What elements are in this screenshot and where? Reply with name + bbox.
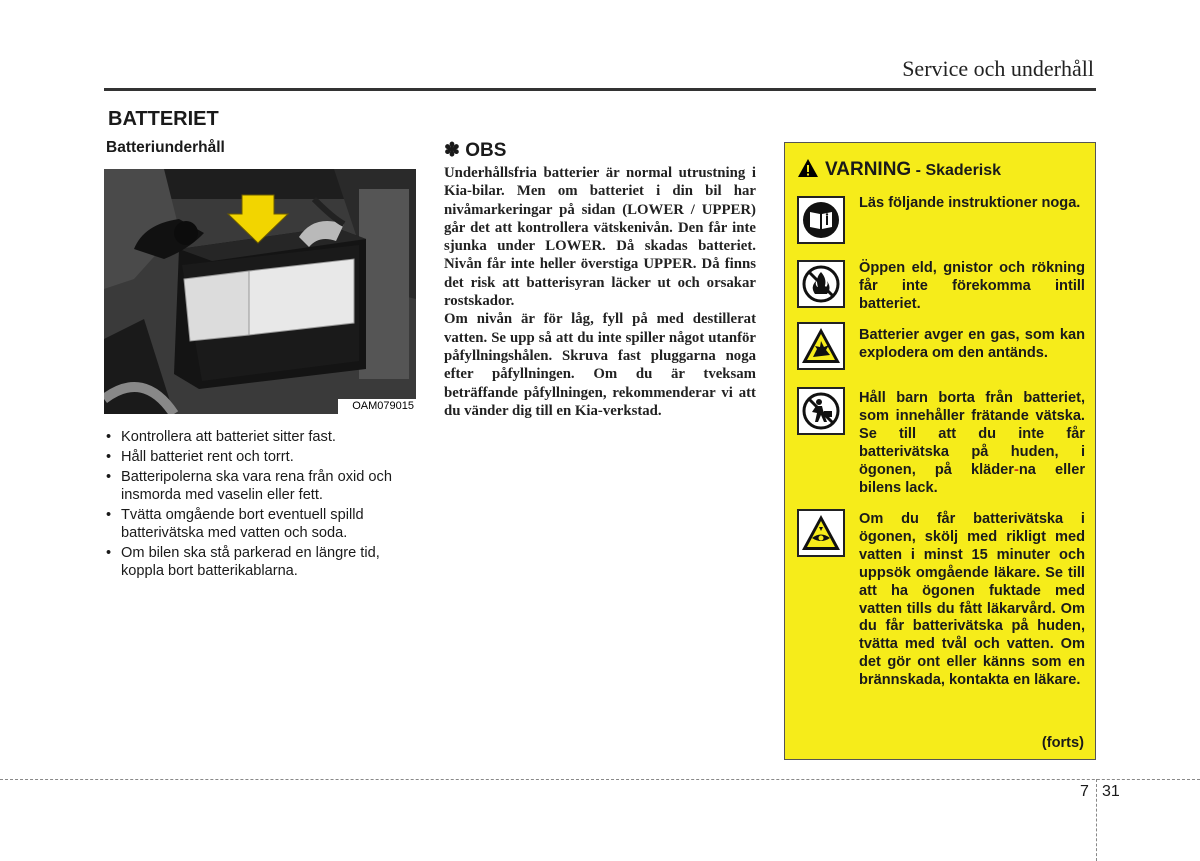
page-number: 31 xyxy=(1102,783,1120,800)
battery-photo xyxy=(104,169,416,414)
figure-caption: OAM079015 xyxy=(352,400,414,412)
warning-heading xyxy=(797,158,1001,184)
warning-text: Batterier avger en gas, som kan explodera om den antänds. xyxy=(859,327,1085,361)
corrosive-eye-icon xyxy=(797,509,845,557)
footer-divider xyxy=(1096,779,1097,861)
warning-text xyxy=(859,390,1085,497)
maintenance-bullet-list xyxy=(104,428,422,582)
warning-box xyxy=(784,142,1096,760)
warning-text: Öppen eld, gnistor och rökning får inte förekomma intill batteriet. xyxy=(859,260,1085,312)
keep-children-away-icon xyxy=(797,387,845,435)
warning-subtitle: - Skaderisk xyxy=(911,162,1002,179)
obs-paragraph: Underhållsfria batterier är normal utrustning i Kia-bilar. Men om batteriet i din bil har nivåmarkeringar på sidan (LOWER / UPPER) går det att kontrollera vätskenivån. Den får inte sjunka under LOWER. Då skadas batteriet. Nivån får inte heller överstiga UPPER. Då finns det risk att batterisyran läcker ut och orsakar rostskador. xyxy=(444,165,756,310)
bullet-item: • Håll batteriet rent och torrt. xyxy=(104,448,422,466)
bullet-item: • Batteripolerna ska vara rena från oxid och insmorda med vaselin eller fett. xyxy=(104,468,422,504)
warning-text-part: Håll barn borta från batteriet, som innehåller frätande vätska. Se till att du inte får batterivätska på huden, i ögonen, på kläder xyxy=(859,390,1085,478)
warning-title: VARNING xyxy=(825,159,912,180)
chapter-number: 7 xyxy=(1080,783,1089,800)
bullet-item: • Kontrollera att batteriet sitter fast. xyxy=(104,428,422,446)
continued-label: (forts) xyxy=(1041,735,1084,751)
obs-paragraph: Om nivån är för låg, fyll på med destillerat vatten. Se upp så att du inte spiller något utanför påfyllningshålen. Skruva fast pluggarna noga efter påfyllningen. Om du är tveksam beträffande påfyllningen, rekommenderar vi att du vänder dig till en Kia-verkstad. xyxy=(444,311,756,419)
explosion-hazard-icon xyxy=(797,322,845,370)
obs-heading: ✽ OBS xyxy=(444,140,507,161)
obs-body xyxy=(444,164,756,420)
no-fire-icon xyxy=(797,260,845,308)
section-title: BATTERIET xyxy=(108,108,219,130)
warning-text-part: na eller bilens lack. xyxy=(859,461,1085,496)
header-rule xyxy=(104,88,1096,91)
warning-triangle-icon xyxy=(797,158,819,184)
footer-rule xyxy=(0,779,1200,780)
bullet-item: • Om bilen ska stå parkerad en längre tid, koppla bort batterikablarna. xyxy=(104,544,422,580)
warning-hyphen: - xyxy=(1013,461,1019,478)
warning-text: Om du får batterivätska i ögonen, skölj med rikligt med vatten i minst 15 minuter och uppsök omgående läkare. Se till att ha ögonen fuktade med vatten tills du fått läkarvård. Om du får batterivätska på huden, tvätta med tvål och vatten. Om det gör ont eller känns som en brännskada, kontakta en läkare. xyxy=(859,511,1085,689)
read-manual-icon xyxy=(797,196,845,244)
subsection-title: Batteriunderhåll xyxy=(106,139,225,156)
bullet-item: • Tvätta omgående bort eventuell spilld batterivätska med vatten och soda. xyxy=(104,506,422,542)
warning-text: Läs följande instruktioner noga. xyxy=(859,195,1081,211)
running-header: Service och underhåll xyxy=(902,56,1094,81)
